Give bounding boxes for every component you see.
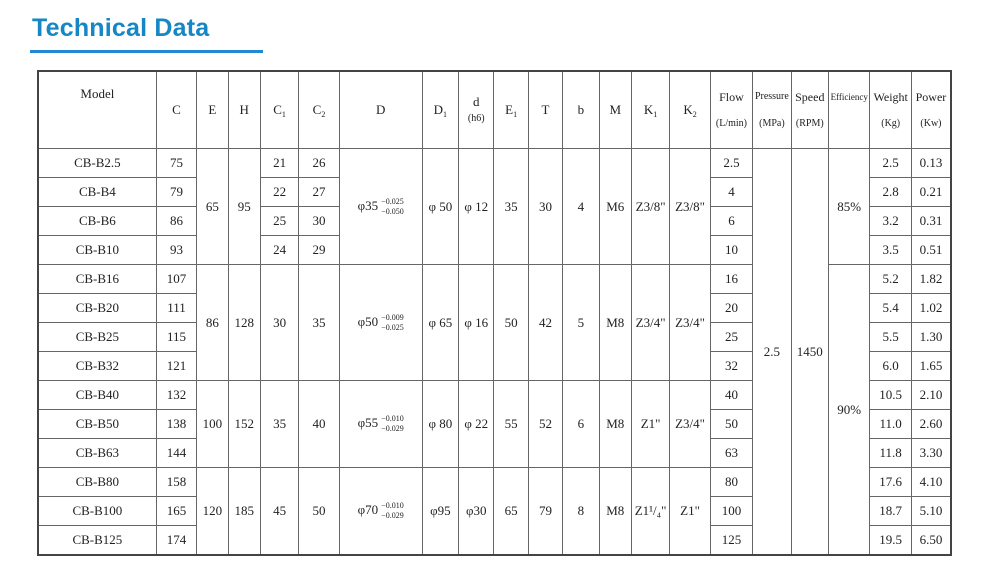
power-cell: 0.31 <box>911 207 951 236</box>
weight-cell: 5.2 <box>870 265 911 294</box>
model-cell: CB-B125 <box>38 526 156 556</box>
d-small-cell: φ 16 <box>459 265 494 381</box>
header-power: Power (Kw) <box>911 71 951 149</box>
power-cell: 3.30 <box>911 439 951 468</box>
header-c: C <box>156 71 196 149</box>
model-cell: CB-B63 <box>38 439 156 468</box>
c1-cell: 30 <box>260 265 298 381</box>
c1-cell: 21 <box>260 149 298 178</box>
weight-cell: 3.2 <box>870 207 911 236</box>
model-cell: CB-B6 <box>38 207 156 236</box>
c2-cell: 40 <box>299 381 339 468</box>
header-h: H <box>228 71 260 149</box>
d-cell: φ35 −0.025 −0.050 <box>339 149 422 265</box>
model-cell: CB-B80 <box>38 468 156 497</box>
weight-cell: 10.5 <box>870 381 911 410</box>
header-m: M <box>599 71 631 149</box>
model-cell: CB-B25 <box>38 323 156 352</box>
header-row <box>38 71 951 149</box>
k1-cell: Z1¹/₄" <box>631 468 669 556</box>
weight-cell: 18.7 <box>870 497 911 526</box>
header-c2: $C_2$ <box>299 71 339 149</box>
c-cell: 107 <box>156 265 196 294</box>
h-cell: 152 <box>228 381 260 468</box>
power-cell: 6.50 <box>911 526 951 556</box>
c-cell: 144 <box>156 439 196 468</box>
c-cell: 79 <box>156 178 196 207</box>
c2-cell: 29 <box>299 236 339 265</box>
e-cell: 86 <box>197 265 228 381</box>
k1-cell: Z3/8" <box>631 149 669 265</box>
c1-cell: 45 <box>260 468 298 556</box>
header-k2: $K_2$ <box>670 71 710 149</box>
c-cell: 86 <box>156 207 196 236</box>
flow-cell: 6 <box>710 207 752 236</box>
model-cell: CB-B100 <box>38 497 156 526</box>
flow-cell: 16 <box>710 265 752 294</box>
technical-data-table <box>37 70 952 556</box>
h-cell: 95 <box>228 149 260 265</box>
c-cell: 115 <box>156 323 196 352</box>
flow-cell: 63 <box>710 439 752 468</box>
header-d1: $D_1$ <box>422 71 458 149</box>
header-c1: $C_1$ <box>260 71 298 149</box>
e1-cell: 55 <box>494 381 528 468</box>
header-pressure: Pressure (MPa) <box>753 71 791 149</box>
flow-cell: 32 <box>710 352 752 381</box>
c-cell: 93 <box>156 236 196 265</box>
header-d-small: d (h6) <box>459 71 494 149</box>
flow-cell: 2.5 <box>710 149 752 178</box>
c2-cell: 30 <box>299 207 339 236</box>
flow-cell: 125 <box>710 526 752 556</box>
c-cell: 174 <box>156 526 196 556</box>
weight-cell: 2.8 <box>870 178 911 207</box>
k2-cell: Z3/4" <box>670 381 710 468</box>
e-cell: 65 <box>197 149 228 265</box>
flow-cell: 10 <box>710 236 752 265</box>
weight-cell: 5.4 <box>870 294 911 323</box>
efficiency-cell: 85% <box>829 149 870 265</box>
power-cell: 5.10 <box>911 497 951 526</box>
b-cell: 5 <box>563 265 599 381</box>
model-cell: CB-B2.5 <box>38 149 156 178</box>
k2-cell: Z3/4" <box>670 265 710 381</box>
b-cell: 4 <box>563 149 599 265</box>
c1-cell: 24 <box>260 236 298 265</box>
m-cell: M8 <box>599 265 631 381</box>
header-b: b <box>563 71 599 149</box>
power-cell: 1.65 <box>911 352 951 381</box>
b-cell: 8 <box>563 468 599 556</box>
c1-cell: 35 <box>260 381 298 468</box>
c2-cell: 35 <box>299 265 339 381</box>
c-cell: 165 <box>156 497 196 526</box>
d1-cell: φ95 <box>422 468 458 556</box>
model-cell: CB-B16 <box>38 265 156 294</box>
power-cell: 2.60 <box>911 410 951 439</box>
d-cell: φ50 −0.009 −0.025 <box>339 265 422 381</box>
c1-cell: 25 <box>260 207 298 236</box>
flow-cell: 50 <box>710 410 752 439</box>
weight-cell: 2.5 <box>870 149 911 178</box>
model-cell: CB-B20 <box>38 294 156 323</box>
c-cell: 111 <box>156 294 196 323</box>
d1-cell: φ 80 <box>422 381 458 468</box>
h-cell: 128 <box>228 265 260 381</box>
efficiency-cell: 90% <box>829 265 870 556</box>
power-cell: 2.10 <box>911 381 951 410</box>
h-cell: 185 <box>228 468 260 556</box>
c-cell: 158 <box>156 468 196 497</box>
k1-cell: Z3/4" <box>631 265 669 381</box>
d-cell: φ55 −0.010 −0.029 <box>339 381 422 468</box>
weight-cell: 19.5 <box>870 526 911 556</box>
header-d: D <box>339 71 422 149</box>
weight-cell: 5.5 <box>870 323 911 352</box>
flow-cell: 20 <box>710 294 752 323</box>
d-small-cell: φ 22 <box>459 381 494 468</box>
t-cell: 52 <box>528 381 562 468</box>
e-cell: 100 <box>197 381 228 468</box>
model-cell: CB-B10 <box>38 236 156 265</box>
k2-cell: Z3/8" <box>670 149 710 265</box>
c2-cell: 50 <box>299 468 339 556</box>
e1-cell: 65 <box>494 468 528 556</box>
pressure-cell: 2.5 <box>753 149 791 556</box>
flow-cell: 4 <box>710 178 752 207</box>
d-small-cell: φ 12 <box>459 149 494 265</box>
power-cell: 4.10 <box>911 468 951 497</box>
weight-cell: 17.6 <box>870 468 911 497</box>
c-cell: 132 <box>156 381 196 410</box>
power-cell: 1.82 <box>911 265 951 294</box>
c1-cell: 22 <box>260 178 298 207</box>
t-cell: 79 <box>528 468 562 556</box>
b-cell: 6 <box>563 381 599 468</box>
d1-cell: φ 50 <box>422 149 458 265</box>
e1-cell: 50 <box>494 265 528 381</box>
header-flow: Flow (L/min) <box>710 71 752 149</box>
m-cell: M6 <box>599 149 631 265</box>
m-cell: M8 <box>599 381 631 468</box>
weight-cell: 11.8 <box>870 439 911 468</box>
k1-cell: Z1" <box>631 381 669 468</box>
weight-cell: 6.0 <box>870 352 911 381</box>
d-cell: φ70 −0.010 −0.029 <box>339 468 422 556</box>
header-model: Model <box>38 71 156 149</box>
e-cell: 120 <box>197 468 228 556</box>
header-t: T <box>528 71 562 149</box>
power-cell: 0.21 <box>911 178 951 207</box>
weight-cell: 11.0 <box>870 410 911 439</box>
k2-cell: Z1" <box>670 468 710 556</box>
page-title: Technical Data <box>32 14 210 42</box>
t-cell: 30 <box>528 149 562 265</box>
title-underline <box>30 50 263 53</box>
d1-cell: φ 65 <box>422 265 458 381</box>
flow-cell: 80 <box>710 468 752 497</box>
header-speed: Speed (RPM) <box>791 71 828 149</box>
model-cell: CB-B4 <box>38 178 156 207</box>
weight-cell: 3.5 <box>870 236 911 265</box>
c-cell: 75 <box>156 149 196 178</box>
c2-cell: 27 <box>299 178 339 207</box>
header-e1: $E_1$ <box>494 71 528 149</box>
model-cell: CB-B50 <box>38 410 156 439</box>
c2-cell: 26 <box>299 149 339 178</box>
table-row <box>38 149 951 178</box>
header-e: E <box>197 71 228 149</box>
power-cell: 0.13 <box>911 149 951 178</box>
d-small-cell: φ30 <box>459 468 494 556</box>
header-weight: Weight (Kg) <box>870 71 911 149</box>
c-cell: 121 <box>156 352 196 381</box>
t-cell: 42 <box>528 265 562 381</box>
e1-cell: 35 <box>494 149 528 265</box>
header-k1: $K_1$ <box>631 71 669 149</box>
m-cell: M8 <box>599 468 631 556</box>
model-cell: CB-B40 <box>38 381 156 410</box>
power-cell: 1.02 <box>911 294 951 323</box>
power-cell: 1.30 <box>911 323 951 352</box>
flow-cell: 100 <box>710 497 752 526</box>
model-cell: CB-B32 <box>38 352 156 381</box>
flow-cell: 40 <box>710 381 752 410</box>
power-cell: 0.51 <box>911 236 951 265</box>
flow-cell: 25 <box>710 323 752 352</box>
speed-cell: 1450 <box>791 149 828 556</box>
c-cell: 138 <box>156 410 196 439</box>
header-efficiency: Efficiency <box>829 71 870 149</box>
